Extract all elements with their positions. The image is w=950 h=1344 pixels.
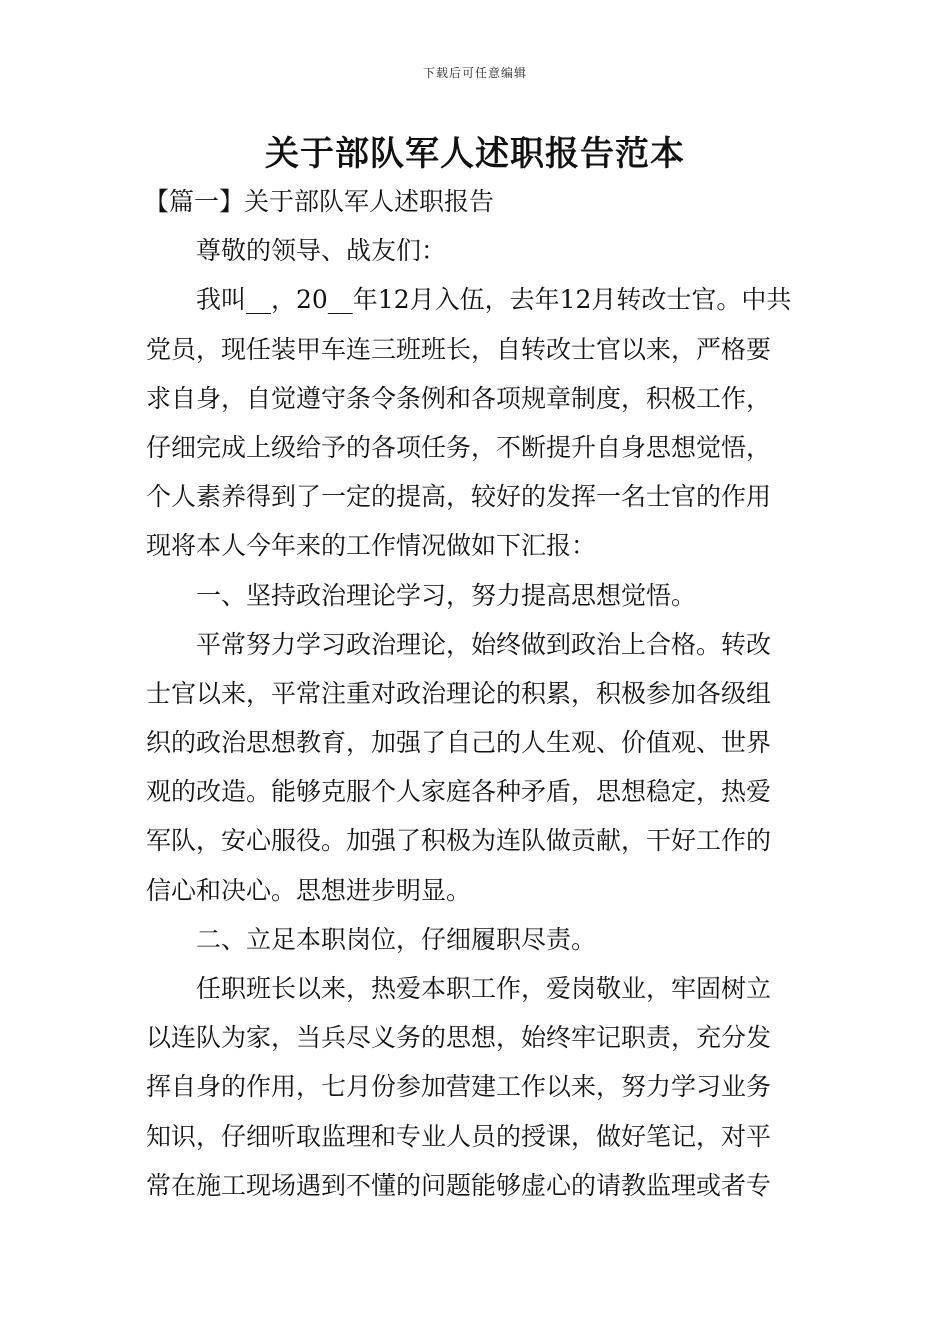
text-line: 仔细完成上级给予的各项任务，不断提升自身思想觉悟，	[146, 432, 772, 462]
header-note: 下载后可任意编辑	[422, 66, 527, 80]
text-line: 以连队为家，当兵尽义务的思想，始终牢记职责，充分发	[146, 1023, 772, 1053]
text-line: 个人素养得到了一定的提高，较好的发挥一名士官的作用	[146, 482, 772, 512]
text-line: 挥自身的作用，七月份参加营建工作以来，努力学习业务	[146, 1072, 772, 1102]
text-line: 士官以来，平常注重对政治理论的积累，积极参加各级组	[146, 678, 772, 708]
text-line: 党员，现任装甲车连三班班长，自转改士官以来，严格要	[146, 334, 772, 364]
text-line: 一、坚持政治理论学习，努力提高思想觉悟。	[196, 580, 697, 610]
text-line: 观的改造。能够克服个人家庭各种矛盾，思想稳定，热爱	[146, 777, 772, 807]
text-line: 二、立足本职岗位，仔细履职尽责。	[196, 924, 597, 954]
text-line: 军队，安心服役。加强了积极为连队做贡献，干好工作的	[146, 826, 772, 856]
text-line: 信心和决心。思想进步明显。	[146, 875, 472, 905]
text-line: 我叫__，20__年12月入伍，去年12月转改士官。中共	[196, 285, 792, 315]
text-line: 知识，仔细听取监理和专业人员的授课，做好笔记，对平	[146, 1121, 772, 1151]
document-title: 关于部队军人述职报告范本	[265, 134, 685, 174]
text-line: 求自身，自觉遵守条令条例和各项规章制度，积极工作，	[146, 383, 772, 413]
text-line: 任职班长以来，热爱本职工作，爱岗敬业，牢固树立	[196, 974, 772, 1003]
text-line: 平常努力学习政治理论，始终做到政治上合格。转改	[196, 629, 772, 659]
text-line: 现将本人今年来的工作情况做如下汇报：	[146, 531, 597, 561]
paragraph-lines	[146, 226, 806, 1210]
text-line: 常在施工现场遇到不懂的问题能够虚心的请教监理或者专	[146, 1170, 772, 1200]
text-line: 织的政治思想教育，加强了自己的人生观、价值观、世界	[146, 728, 772, 758]
section-heading: 【篇一】关于部队军人述职报告	[144, 187, 495, 216]
document-body	[146, 177, 806, 1210]
text-line: 尊敬的领导、战友们：	[196, 236, 447, 266]
